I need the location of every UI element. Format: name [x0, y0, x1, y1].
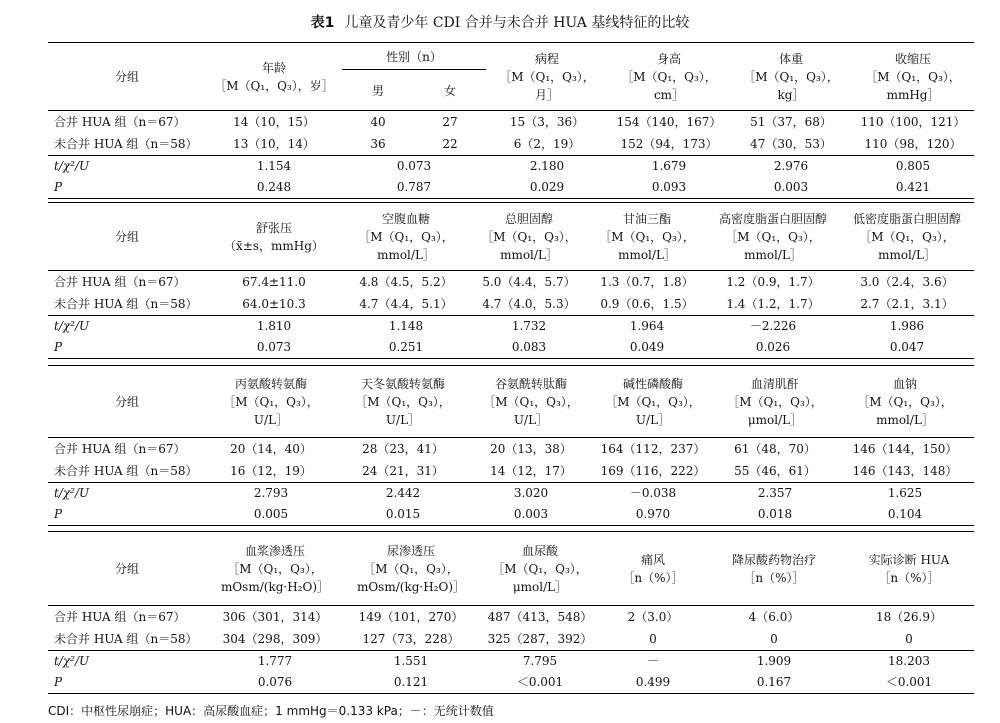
header-diastolic: 舒张压 （x̄±s，mmHg） [206, 203, 342, 271]
header-height: 身高 ［M（Q₁，Q₃）， cm］ [608, 43, 730, 111]
table-row: 未合并 HUA 组（n＝58） 16（12，19） 24（21，31） 14（12，17） 169（116，222） 55（46，61） 146（143，148） [54, 464, 958, 478]
header-age: 年龄 ［M（Q₁，Q₃），岁］ [206, 43, 342, 111]
table-row: P 0.005 0.015 0.003 0.970 0.018 0.104 [48, 504, 974, 526]
header-systolic: 收缩压 ［M（Q₁，Q₃）， mmHg］ [852, 43, 974, 111]
header-plasma-osmolality: 血浆渗透压 ［M（Q₁，Q₃）， mOsm/(kg·H₂O)］ [206, 532, 344, 606]
header-sex: 性别（n） [342, 43, 486, 70]
table-row: P 0.076 0.121 ＜0.001 0.499 0.167 ＜0.001 [48, 672, 974, 694]
header-urine-osmolality: 尿渗透压 ［M（Q₁，Q₃）， mOsm/(kg·H₂O)］ [344, 532, 478, 606]
table-row: 未合并 HUA 组（n＝58） 304（298，309） 127（73，228） 325（287，392） 0 0 0 [54, 632, 913, 646]
table-section-1 [48, 42, 974, 199]
header-group: 分组 [48, 203, 206, 271]
header-ast: 天冬氨酸转氨酶 ［M（Q₁，Q₃）， U/L］ [336, 366, 470, 438]
header-sodium: 血钠 ［M（Q₁，Q₃）， mmol/L］ [836, 366, 974, 438]
header-gout: 痛风 ［n（%）］ [602, 532, 704, 606]
table-number: 表1 [310, 15, 335, 31]
header-uric-acid: 血尿酸 ［M（Q₁，Q₃）， μmol/L］ [478, 532, 602, 606]
header-alp: 碱性磷酸酶 ［M（Q₁，Q₃）， U/L］ [592, 366, 714, 438]
table-footnote: CDI：中枢性尿崩症；HUA：高尿酸血症；1 mmHg＝0.133 kPa；－：无统计数值 [48, 704, 494, 718]
header-group: 分组 [48, 532, 206, 606]
table-row: 合并 HUA 组（n＝67） 14（10，15） 40 27 15（3，36） 154（140，167） 51（37，68） 110（100，121） [48, 111, 974, 134]
header-hdl: 高密度脂蛋白胆固醇 ［M（Q₁，Q₃）， mmol/L］ [706, 203, 840, 271]
table-row: 合并 HUA 组（n＝67） 67.4±11.0 4.8（4.5，5.2） 5.0（4.4，5.7） 1.3（0.7，1.8） 1.2（0.9，1.7） 3.0（2.4，3.6） [48, 271, 974, 294]
header-ldl: 低密度脂蛋白胆固醇 ［M（Q₁，Q₃）， mmol/L］ [840, 203, 974, 271]
table-row: t/χ²/U 1.154 0.073 2.180 1.679 2.976 0.805 [48, 156, 974, 178]
table-row: 合并 HUA 组（n＝67） 306（301，314） 149（101，270） 487（413，548） 2（3.0） 4（6.0） 18（26.9） [48, 606, 974, 629]
header-duration: 病程 ［M（Q₁，Q₃）， 月］ [486, 43, 608, 111]
header-weight: 体重 ［M（Q₁，Q₃）， kg］ [730, 43, 852, 111]
header-creatinine: 血清肌酐 ［M（Q₁，Q₃）， μmol/L］ [714, 366, 836, 438]
header-alt: 丙氨酸转氨酶 ［M（Q₁，Q₃）， U/L］ [206, 366, 336, 438]
header-group: 分组 [48, 43, 206, 111]
table-row: 未合并 HUA 组（n＝58） 13（10，14） 36 22 6（2，19） 152（94，173） 47（30，53） 110（98，120） [54, 137, 962, 151]
table-section-2 [48, 202, 974, 359]
header-group: 分组 [48, 366, 206, 438]
table-row: t/χ²/U 1.810 1.148 1.732 1.964 －2.226 1.986 [48, 316, 974, 338]
table-row: 未合并 HUA 组（n＝58） 64.0±10.3 4.7（4.4，5.1） 4.7（4.0，5.3） 0.9（0.6，1.5） 1.4（1.2，1.7） 2.7（2.1，3.1） [54, 297, 954, 311]
header-total-cholesterol: 总胆固醇 ［M（Q₁，Q₃）， mmol/L］ [470, 203, 588, 271]
header-ggt: 谷氨酰转肽酶 ［M（Q₁，Q₃）， U/L］ [470, 366, 592, 438]
table-section-4 [48, 531, 974, 694]
header-male: 男 [371, 83, 384, 98]
header-female: 女 [444, 83, 457, 98]
table-row: t/χ²/U 2.793 2.442 3.020 －0.038 2.357 1.625 [48, 483, 974, 505]
table-row: P 0.073 0.251 0.083 0.049 0.026 0.047 [48, 337, 974, 359]
header-fasting-glucose: 空腹血糖 ［M（Q₁，Q₃）， mmol/L］ [342, 203, 470, 271]
header-triglycerides: 甘油三酯 ［M（Q₁，Q₃）， mmol/L］ [588, 203, 706, 271]
header-urate-lowering: 降尿酸药物治疗 ［n（%）］ [704, 532, 844, 606]
table-title [0, 14, 1000, 32]
table-row: 合并 HUA 组（n＝67） 20（14，40） 28（23，41） 20（13，38） 164（112，237） 61（48，70） 146（144，150） [48, 438, 974, 461]
table-caption: 儿童及青少年 CDI 合并与未合并 HUA 基线特征的比较 [344, 15, 690, 31]
table-row: t/χ²/U 1.777 1.551 7.795 － 1.909 18.203 [48, 651, 974, 673]
table-section-3 [48, 365, 974, 526]
header-diagnosed-hua: 实际诊断 HUA ［n（%）］ [844, 532, 974, 606]
table-row: P 0.248 0.787 0.029 0.093 0.003 0.421 [48, 177, 974, 199]
